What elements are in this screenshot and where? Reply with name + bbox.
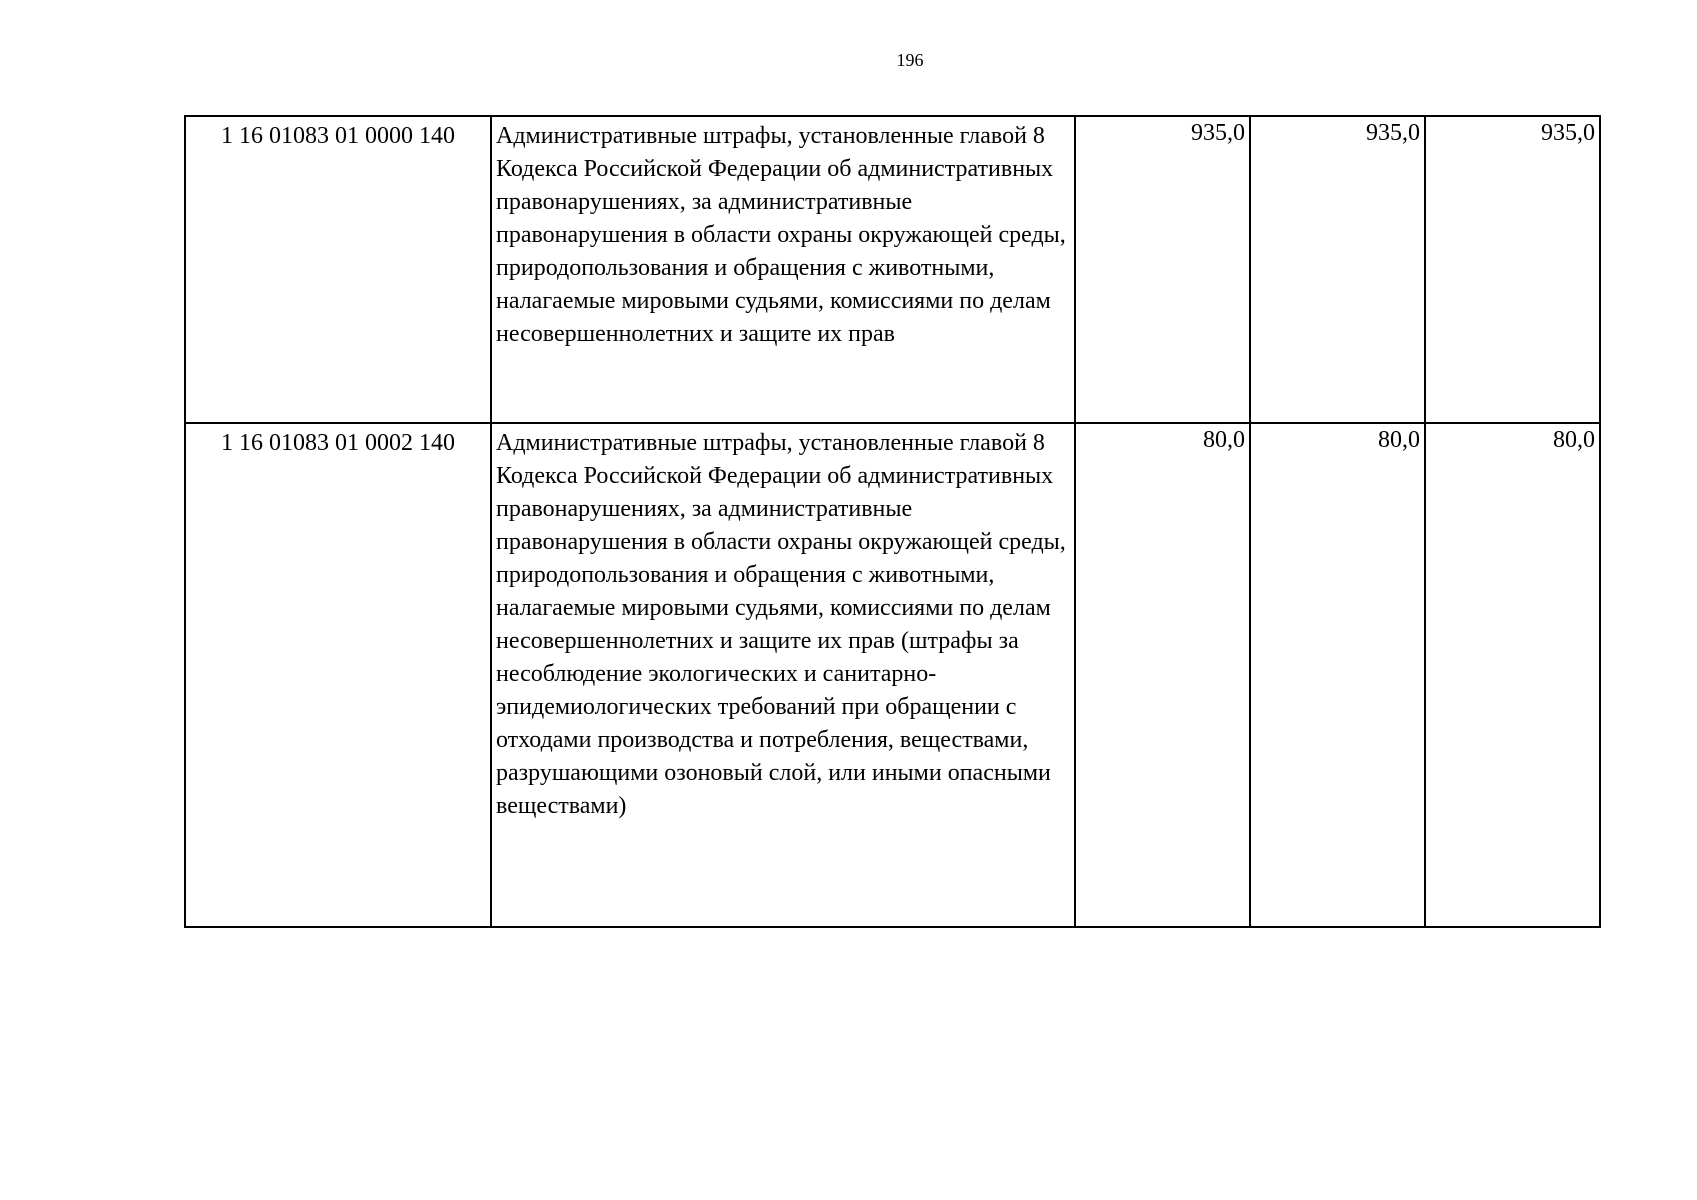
value-cell-year-3: 80,0	[1425, 423, 1600, 927]
description-cell: Административные штрафы, установленные главой 8 Кодекса Российской Федерации об административных правонарушениях, за административные правонарушения в области охраны окружающей среды, природопользования и обращения с животными, налагаемые мировыми судьями, комиссиями по делам несовершеннолетних и защите их прав	[491, 116, 1075, 423]
budget-code-cell: 1 16 01083 01 0002 140	[185, 423, 491, 927]
page-number: 196	[896, 50, 924, 70]
value-cell-year-3: 935,0	[1425, 116, 1600, 423]
description-cell: Административные штрафы, установленные главой 8 Кодекса Российской Федерации об административных правонарушениях, за административные правонарушения в области охраны окружающей среды, природопользования и обращения с животными, налагаемые мировыми судьями, комиссиями по делам несовершеннолетних и защите их прав (штрафы за несоблюдение экологических и санитарно-эпидемиологических требований при обращении с отходами производства и потребления, веществами, разрушающими озоновый слой, или иными опасными веществами)	[491, 423, 1075, 927]
value-cell-year-2: 80,0	[1250, 423, 1425, 927]
budget-code-cell: 1 16 01083 01 0000 140	[185, 116, 491, 423]
budget-table	[184, 115, 1601, 928]
value-cell-year-1: 80,0	[1075, 423, 1250, 927]
table-row	[185, 423, 1600, 927]
table-row	[185, 116, 1600, 423]
value-cell-year-2: 935,0	[1250, 116, 1425, 423]
value-cell-year-1: 935,0	[1075, 116, 1250, 423]
